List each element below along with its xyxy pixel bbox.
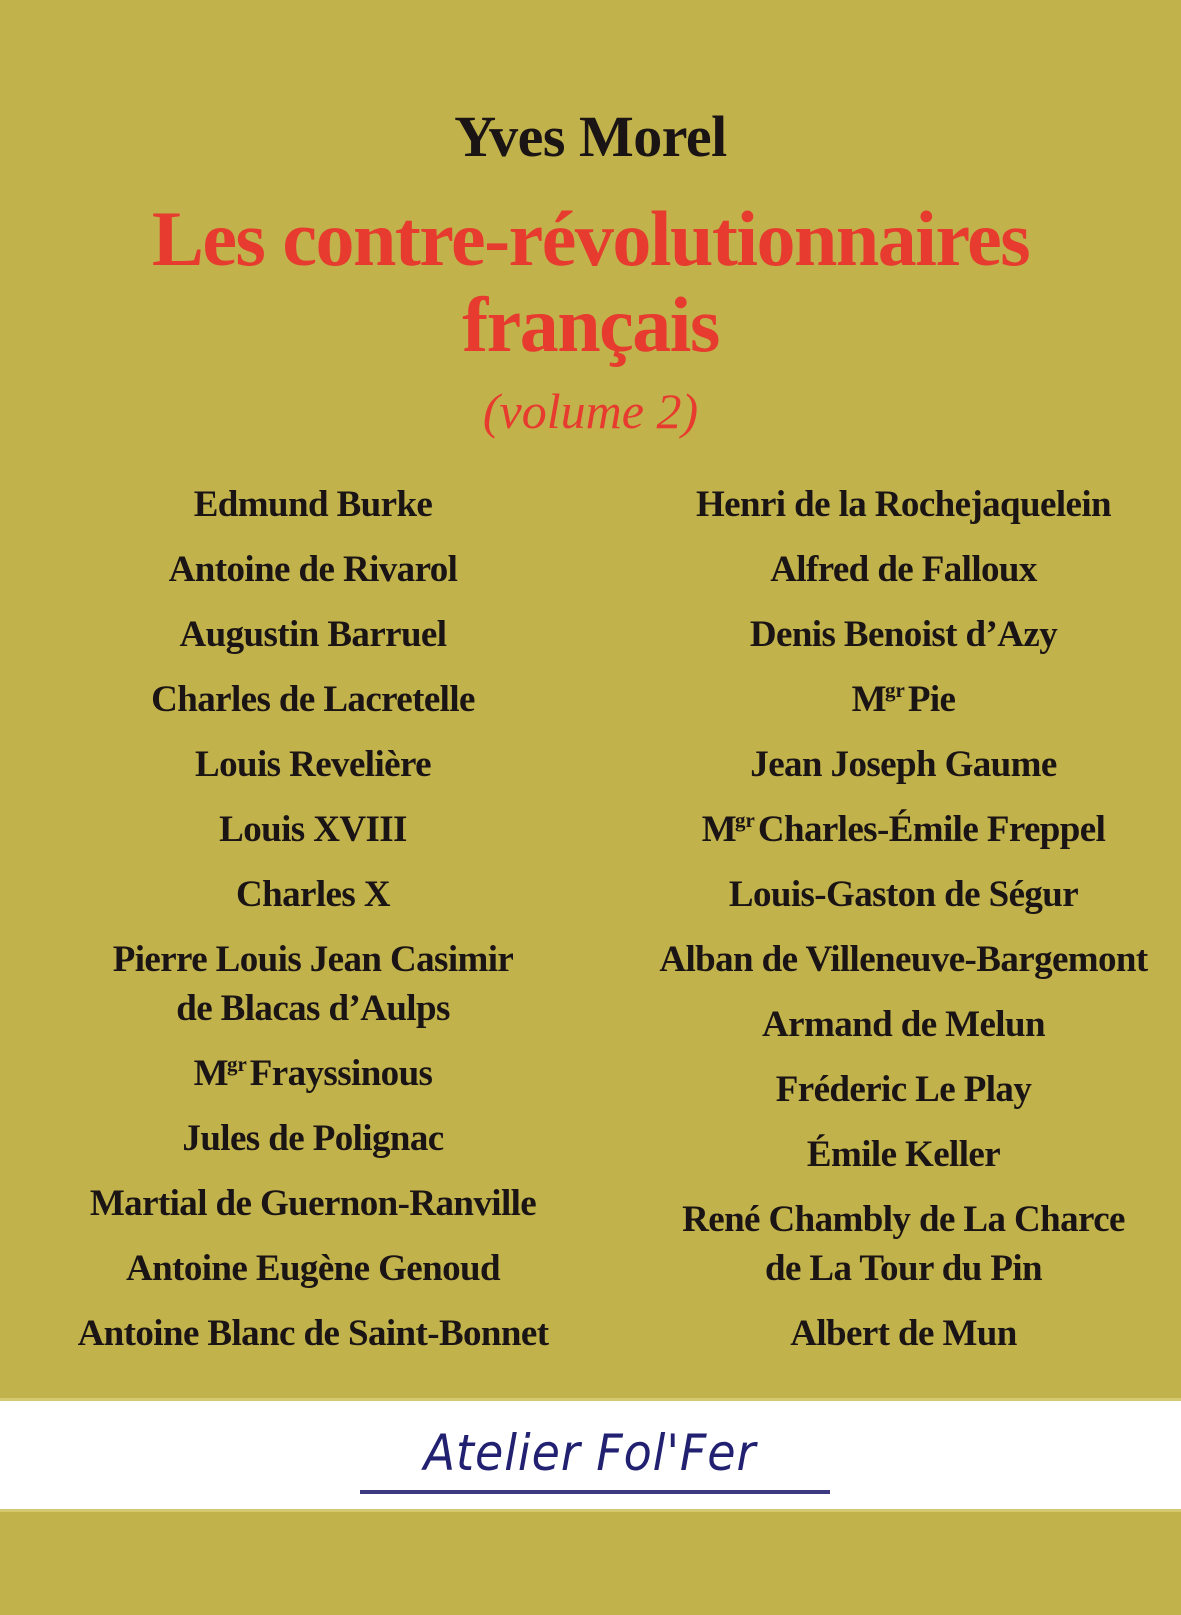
name-item: Jean Joseph Gaume (750, 744, 1057, 785)
name-item: $M^{gr}Charles$-Émile Freppel (701, 808, 1106, 850)
name-item: Alban de Villeneuve-Bargemont (659, 939, 1148, 980)
name-item: Antoine Blanc de Saint-Bonnet (77, 1313, 549, 1354)
name-item: Louis-Gaston de Ségur (728, 874, 1079, 915)
name-item: Pierre Louis Jean Casimir de Blacas d’Aulps (112, 939, 514, 1029)
name-item: Louis XVIII (219, 809, 407, 850)
monseigneur-abbrev: gr (226, 1052, 247, 1076)
book-title (0, 196, 1181, 368)
names-column-right (626, 472, 1181, 1366)
name-item: Henri de la Rochejaquelein (695, 484, 1111, 525)
name-item: Armand de Melun (762, 1004, 1045, 1045)
title-line-2: français (462, 281, 719, 368)
monseigneur-abbrev: gr (735, 808, 755, 832)
name-item: Charles de Lacretelle (151, 679, 475, 720)
name-item: Martial de Guernon-Ranville (89, 1183, 537, 1224)
name-item: $M^{gr}Pie$ (851, 678, 956, 720)
name-item: Antoine Eugène Genoud (126, 1248, 500, 1289)
name-item: Jules de Polignac (182, 1118, 444, 1159)
name-item: Augustin Barruel (179, 614, 447, 655)
name-item: Alfred de Falloux (770, 549, 1037, 590)
publisher-underline (360, 1490, 830, 1494)
name-item: René Chambly de La Charce de La Tour du Pin (682, 1199, 1125, 1289)
names-column-left (0, 472, 626, 1366)
monseigneur-abbrev: gr (884, 678, 905, 702)
name-item: Émile Keller (806, 1134, 1001, 1175)
name-item: Charles X (236, 874, 390, 915)
name-item: $M^{gr}Frayssinous$ (193, 1052, 433, 1094)
name-item: Fréderic Le Play (775, 1069, 1032, 1110)
name-item: Antoine de Rivarol (168, 549, 458, 590)
author-name: Yves Morel (454, 104, 727, 169)
name-item: Albert de Mun (790, 1313, 1017, 1354)
name-item: Denis Benoist d’Azy (749, 614, 1058, 655)
name-item: Louis Revelière (195, 744, 431, 785)
names-list (0, 472, 1181, 1366)
publisher-logo-text: Atelier Fol'Fer (423, 1424, 757, 1482)
volume-subtitle: (volume 2) (482, 383, 699, 439)
publisher-band (0, 1398, 1181, 1512)
name-item: Edmund Burke (193, 484, 433, 525)
title-line-1: Les contre-révolutionnaires (151, 195, 1030, 282)
